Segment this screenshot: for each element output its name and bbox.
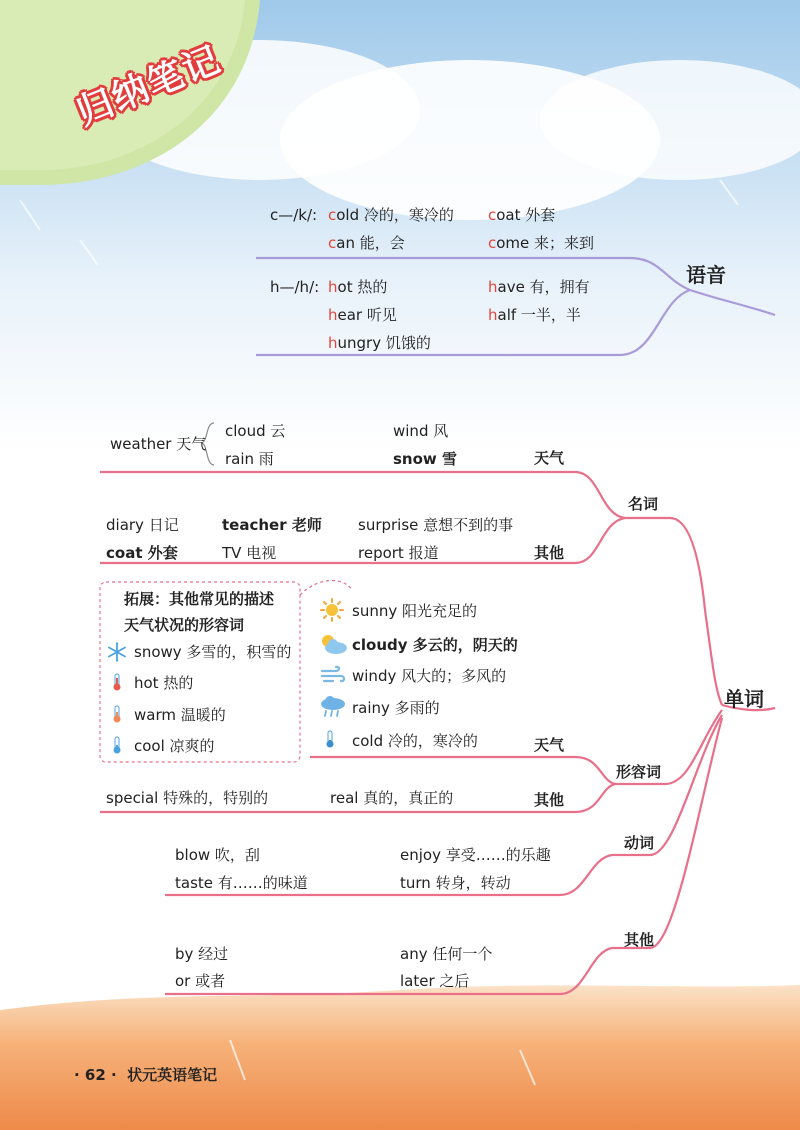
misc-word: or 或者 bbox=[175, 972, 226, 990]
snowflake-icon bbox=[107, 642, 127, 662]
verb-word: turn 转身，转动 bbox=[400, 874, 511, 892]
adj-word: cloudy 多云的，阴天的 bbox=[352, 636, 518, 654]
misc-word: any 任何一个 bbox=[400, 945, 493, 963]
phonics-word: hot 热的 bbox=[328, 278, 388, 296]
phonics-word: cold 冷的，寒冷的 bbox=[328, 206, 454, 224]
extension-title-line1: 拓展：其他常见的描述 bbox=[124, 590, 275, 608]
misc-word: later 之后 bbox=[400, 972, 470, 990]
noun-word: teacher 老师 bbox=[222, 516, 322, 534]
noun-word: snow 雪 bbox=[393, 450, 457, 468]
noun-other-label: 其他 bbox=[534, 544, 565, 562]
noun-word: wind 风 bbox=[393, 422, 449, 440]
noun-word: diary 日记 bbox=[106, 516, 179, 534]
noun-word: rain 雨 bbox=[225, 450, 274, 468]
thermometer-warm-icon bbox=[107, 704, 127, 724]
adj-word: cold 冷的，寒冷的 bbox=[352, 732, 478, 750]
noun-branch-label: 名词 bbox=[628, 495, 659, 513]
extension-word: warm 温暖的 bbox=[134, 706, 226, 724]
sun-icon bbox=[320, 598, 344, 622]
phonics-rule-h: h—/h/: bbox=[270, 278, 320, 296]
verb-branch-label: 动词 bbox=[624, 834, 655, 852]
noun-word: cloud 云 bbox=[225, 422, 286, 440]
extension-word: cool 凉爽的 bbox=[134, 737, 215, 755]
adj-word: special 特殊的，特别的 bbox=[106, 789, 269, 807]
verb-word: blow 吹，刮 bbox=[175, 846, 260, 864]
noun-weather-label: 天气 bbox=[534, 449, 565, 467]
adj-other-label: 其他 bbox=[534, 791, 565, 809]
noun-word: surprise 意想不到的事 bbox=[358, 516, 514, 534]
adj-weather-label: 天气 bbox=[534, 736, 565, 754]
phonics-word: have 有，拥有 bbox=[488, 278, 590, 296]
extension-word: hot 热的 bbox=[134, 674, 194, 692]
extension-title-line2: 天气状况的形容词 bbox=[124, 616, 245, 634]
thermometer-cold-icon bbox=[320, 729, 340, 749]
phonics-word: hungry 饥饿的 bbox=[328, 334, 431, 352]
misc-branch-label: 其他 bbox=[624, 931, 655, 949]
phonics-word: coat 外套 bbox=[488, 206, 556, 224]
rain-icon bbox=[318, 695, 348, 719]
cloudy-icon bbox=[318, 632, 348, 656]
phonics-word: come 来；来到 bbox=[488, 234, 595, 252]
phonics-branch-label: 语音 bbox=[686, 263, 726, 287]
adj-word: real 真的，真正的 bbox=[330, 789, 454, 807]
adj-word: rainy 多雨的 bbox=[352, 699, 440, 717]
phonics-rule-c: c—/k/: bbox=[270, 206, 318, 224]
weather-head: weather 天气 bbox=[110, 435, 207, 453]
extension-word: snowy 多雪的，积雪的 bbox=[134, 643, 292, 661]
misc-word: by 经过 bbox=[175, 945, 229, 963]
noun-word: TV 电视 bbox=[222, 544, 277, 562]
adj-word: sunny 阳光充足的 bbox=[352, 602, 477, 620]
page-number: · 62 · bbox=[74, 1066, 117, 1084]
adj-word: windy 风大的；多风的 bbox=[352, 667, 507, 685]
page-title: 归纳笔记 bbox=[70, 38, 228, 134]
phonics-word: hear 听见 bbox=[328, 306, 397, 324]
noun-word: coat 外套 bbox=[106, 544, 178, 562]
phonics-word: half 一半，半 bbox=[488, 306, 581, 324]
verb-word: taste 有……的味道 bbox=[175, 874, 308, 892]
wind-icon bbox=[320, 665, 346, 687]
phonics-word: can 能，会 bbox=[328, 234, 405, 252]
adj-branch-label: 形容词 bbox=[616, 763, 662, 781]
noun-word: report 报道 bbox=[358, 544, 439, 562]
page-footer bbox=[74, 1064, 217, 1085]
vocab-branch-label: 单词 bbox=[724, 687, 764, 711]
book-title: 状元英语笔记 bbox=[127, 1066, 218, 1084]
thermometer-hot-icon bbox=[107, 672, 127, 692]
thermometer-cool-icon bbox=[107, 735, 127, 755]
verb-word: enjoy 享受……的乐趣 bbox=[400, 846, 551, 864]
